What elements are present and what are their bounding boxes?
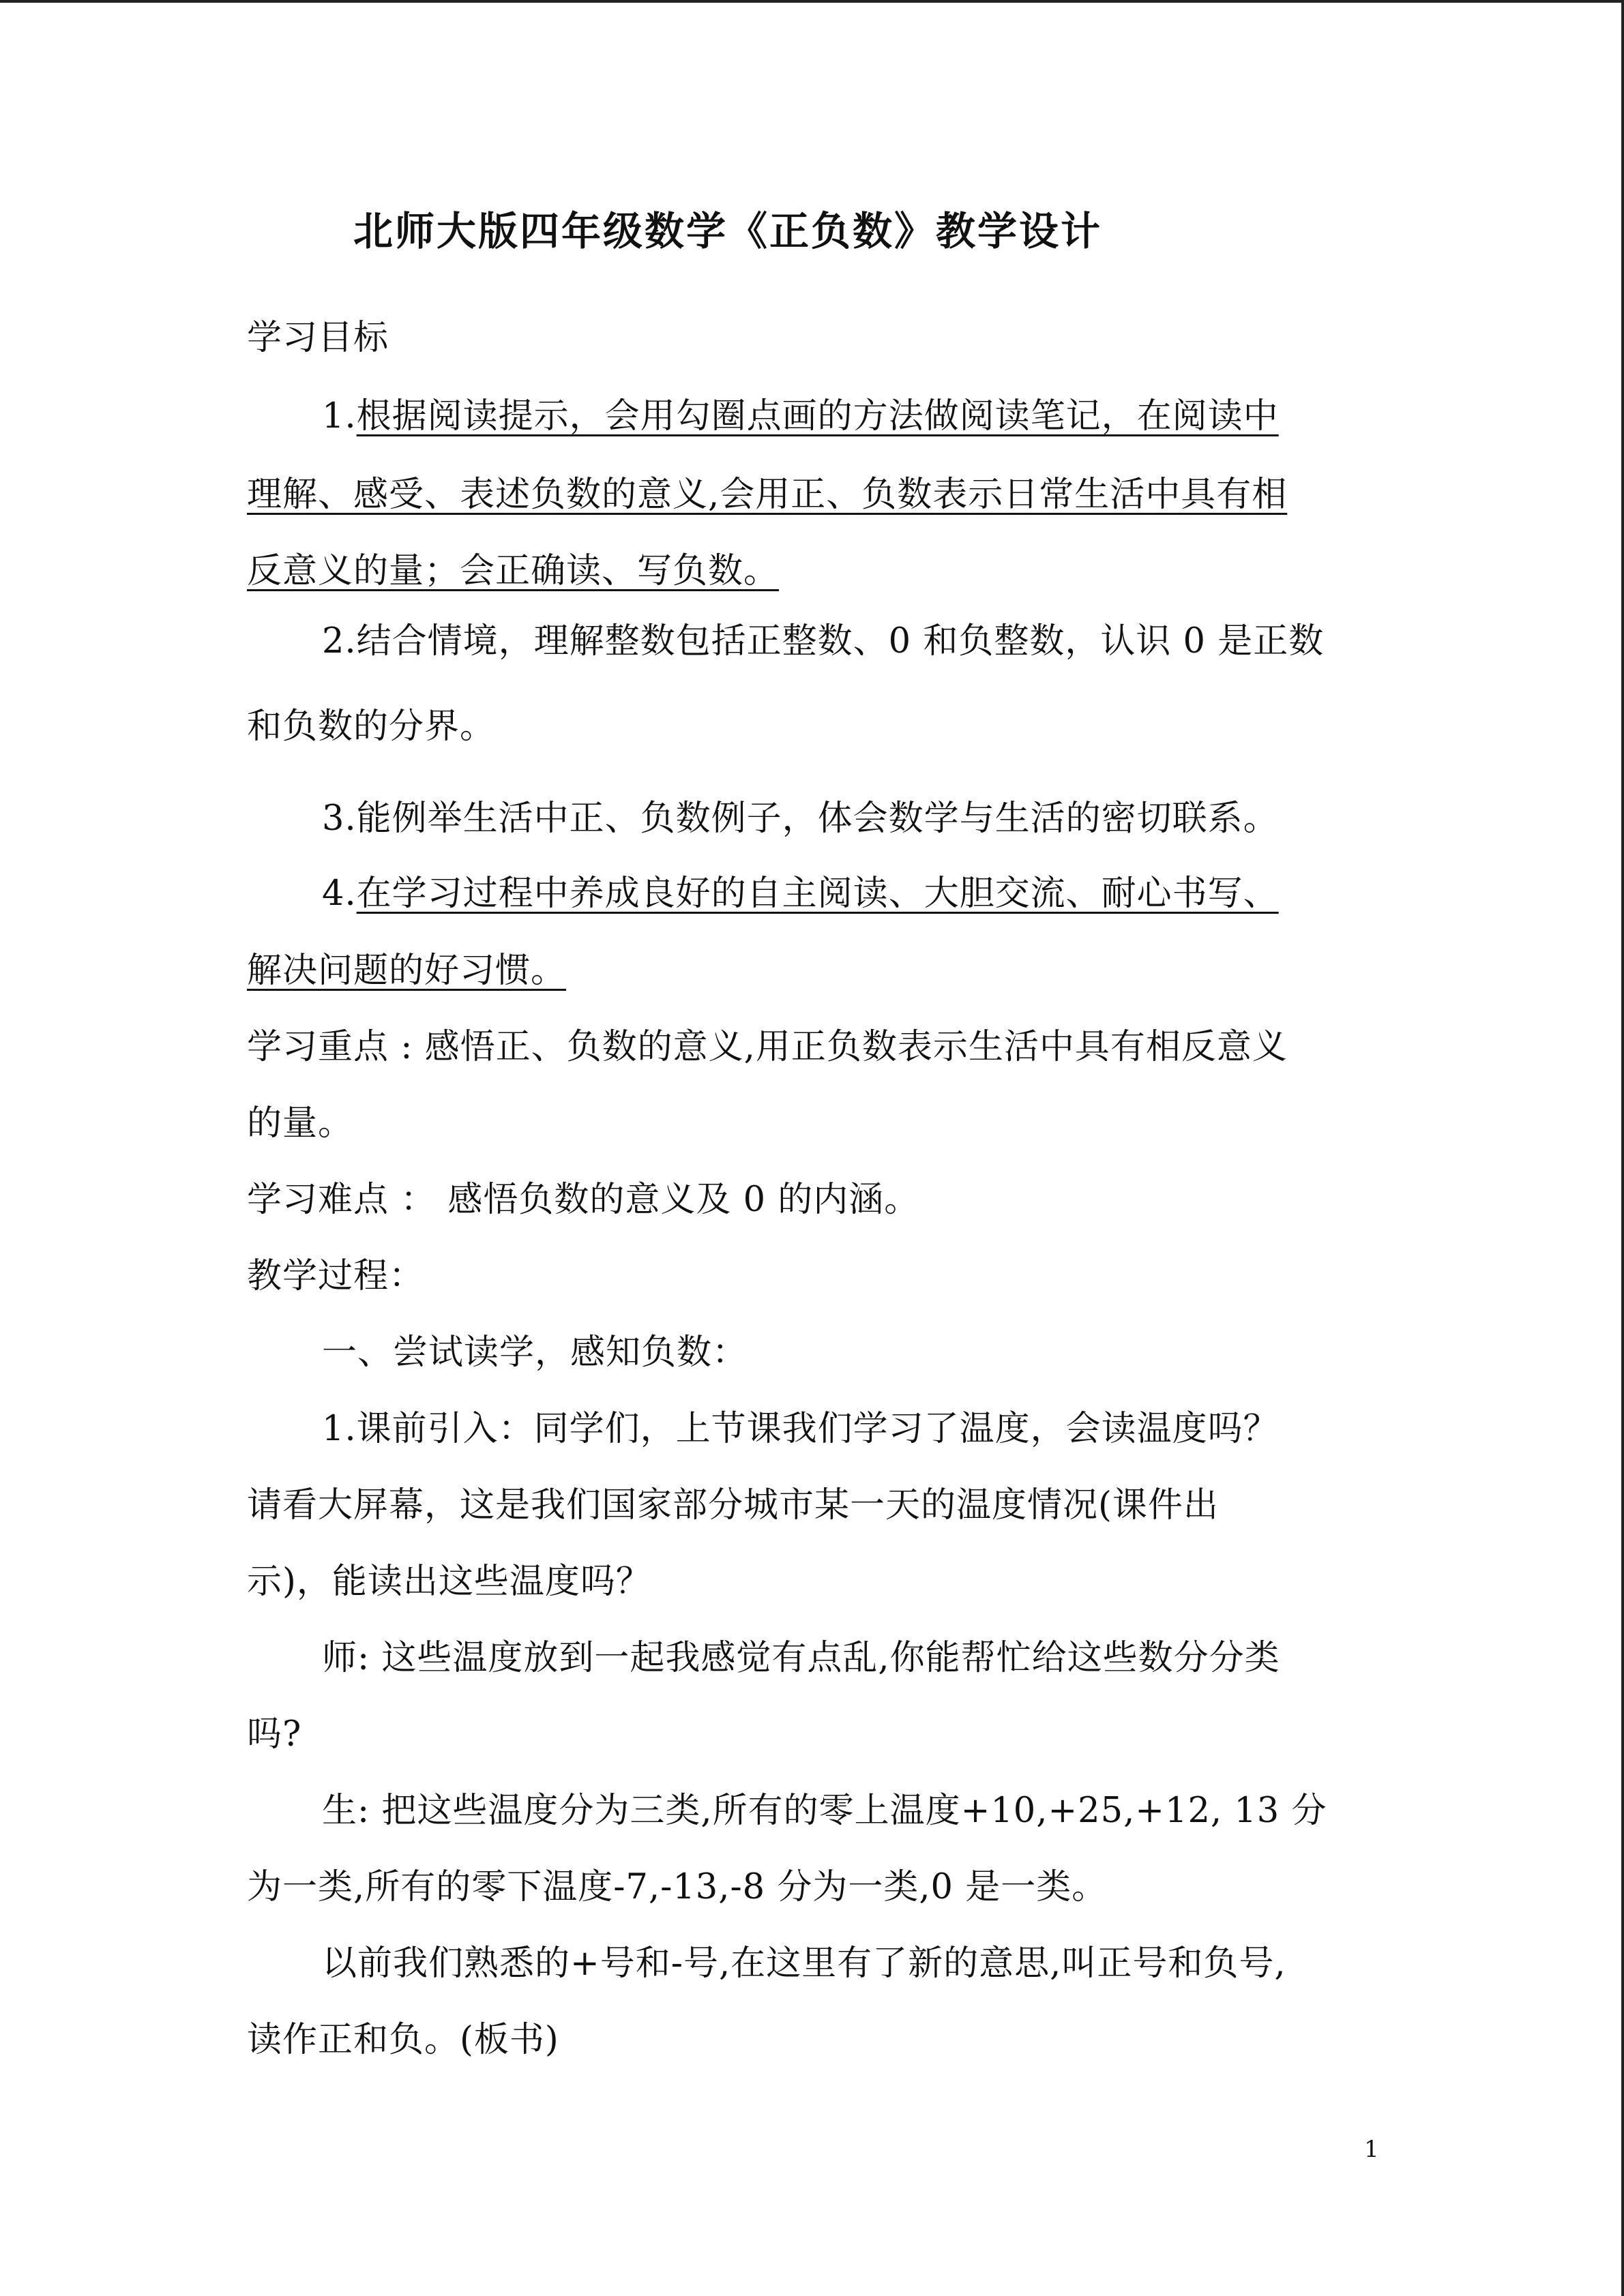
objective-4-line-1 bbox=[322, 874, 1279, 914]
objective-4-line-2: 解决问题的好习惯。 bbox=[247, 951, 567, 991]
page-border-right bbox=[1621, 0, 1624, 2296]
objective-4-underlined: 在学习过程中养成良好的自主阅读、大胆交流、耐心书写、 bbox=[356, 874, 1279, 914]
document-title: 北师大版四年级数学《正负数》教学设计 bbox=[353, 208, 1103, 254]
teacher-line-1: 师: 这些温度放到一起我感觉有点乱,你能帮忙给这些数分分类 bbox=[322, 1638, 1280, 1678]
objective-1-line-2: 理解、感受、表述负数的意义,会用正、负数表示日常生活中具有相 bbox=[247, 475, 1288, 515]
explanation-line-2: 读作正和负。(板书) bbox=[247, 2020, 559, 2060]
student-line-1: 生: 把这些温度分为三类,所有的零上温度+10,+25,+12, 13 分 bbox=[322, 1791, 1327, 1831]
objective-1-number: 1. bbox=[322, 396, 357, 436]
intro-line-2: 请看大屏幕，这是我们国家部分城市某一天的温度情况(课件出 bbox=[247, 1485, 1219, 1525]
objective-2-line-1: 2.结合情境，理解整数包括正整数、0 和负整数，认识 0 是正数 bbox=[322, 621, 1325, 661]
objective-1-line-3: 反意义的量；会正确读、写负数。 bbox=[247, 551, 780, 591]
intro-line-3: 示)，能读出这些温度吗？ bbox=[247, 1562, 651, 1602]
objective-1-underlined: 根据阅读提示，会用勾圈点画的方法做阅读笔记，在阅读中 bbox=[356, 396, 1279, 436]
objective-3-line-1: 3.能例举生活中正、负数例子，体会数学与生活的密切联系。 bbox=[322, 799, 1279, 839]
section-heading-process: 教学过程： bbox=[247, 1256, 425, 1296]
student-line-2: 为一类,所有的零下温度-7,-13,-8 分为一类,0 是一类。 bbox=[247, 1867, 1108, 1907]
intro-line-1: 1.课前引入：同学们，上节课我们学习了温度，会读温度吗？ bbox=[322, 1409, 1279, 1449]
objective-2-line-2: 和负数的分界。 bbox=[247, 706, 496, 747]
key-points-line-2: 的量。 bbox=[247, 1103, 354, 1144]
process-step-1-heading: 一、尝试读学，感知负数： bbox=[322, 1332, 748, 1373]
page-border-top bbox=[0, 0, 1624, 3]
page-number: 1 bbox=[1364, 2136, 1379, 2163]
key-points-line-1: 学习重点 : 感悟正、负数的意义,用正负数表示生活中具有相反意义 bbox=[247, 1027, 1288, 1067]
objective-4-number: 4. bbox=[322, 874, 357, 914]
teacher-line-2: 吗? bbox=[247, 1714, 302, 1755]
section-heading-objectives: 学习目标 bbox=[247, 318, 389, 358]
objective-1-line-1 bbox=[322, 396, 1279, 436]
explanation-line-1: 以前我们熟悉的+号和-号,在这里有了新的意思,叫正号和负号, bbox=[322, 1943, 1286, 1984]
difficult-points: 学习难点 ： 感悟负数的意义及 0 的内涵。 bbox=[247, 1180, 920, 1220]
